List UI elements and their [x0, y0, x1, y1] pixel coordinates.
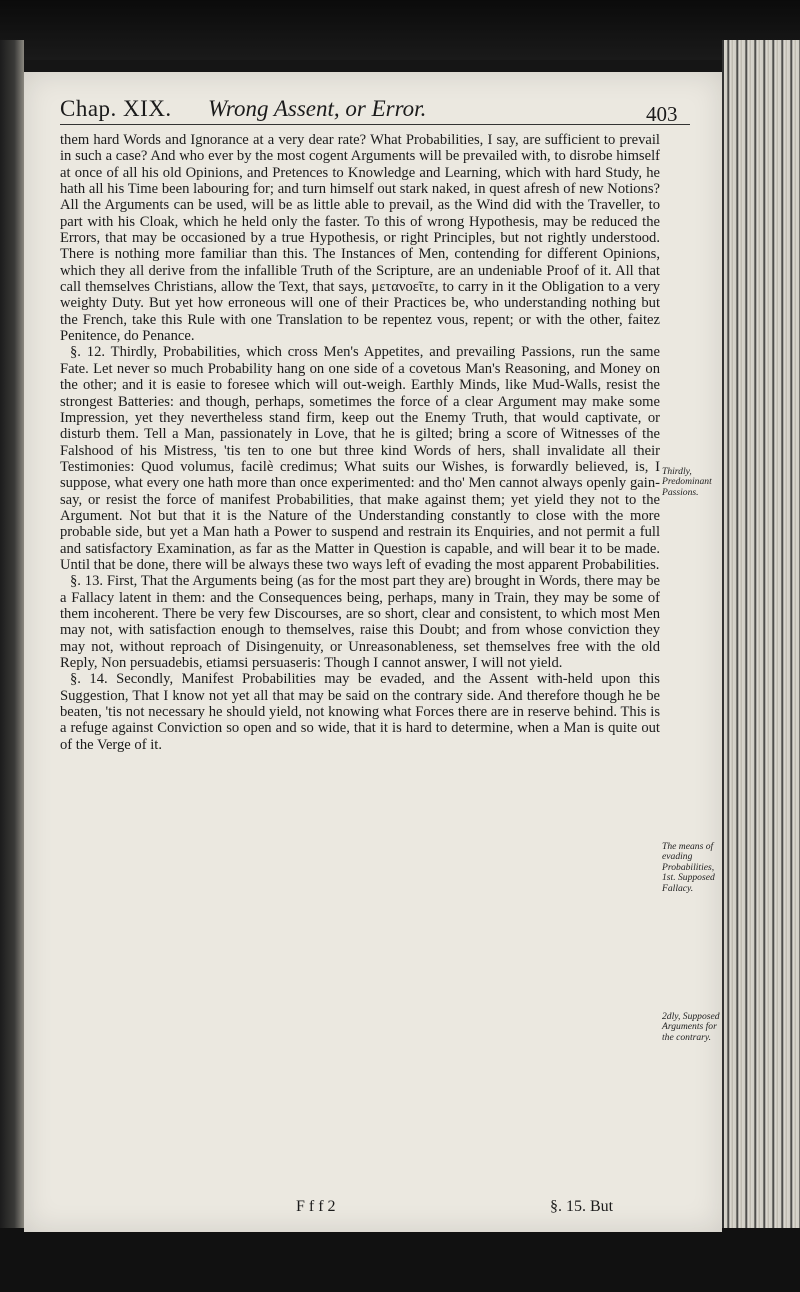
book-page: [24, 72, 722, 1232]
running-title: Wrong Assent, or Error.: [208, 96, 427, 121]
section-12: §. 12. Thirdly, Probabilities, which cross Men's Appetites, and prevailing Passions, run the same Fate. Let never so much Probability hang on one side of a covetous Man's Reasoning, and Money on the other; and it is easie to foresee which will out-weigh. Earthly Minds, like Mud-Walls, resist the strongest Batteries: and though, perhaps, sometimes the force of a clear Argument may make some Impression, yet they nevertheless stand firm, keep out the Enemy Truth, that would captivate, or disturb them. Tell a Man, passionately in Love, that he is gilted; bring a score of Witnesses of the Falshood of his Mistress, 'tis ten to one but three kind Words of hers, shall invalidate all their Testimonies: Quod volumus, facilè credimus; What suits our Wishes, is forwardly believed, is, I suppose, what every one hath more than once experimented: and tho' Men cannot always openly gain-say, or resist the force of manifest Probabilities, that make against them; yet yield they not to the Argument. Not but that it is the Nature of the Understanding constantly to close with the more probable side, but yet a Man hath a Power to suspend and restrain its Enquiries, and not permit a full and satisfactory Examination, as far as the Matter in Question is capable, and will bear it to be made. Until that be done, there will be always these two ways left of evading the most apparent Probabilities.: [60, 344, 660, 573]
chapter-label: Chap. XIX.: [60, 96, 172, 121]
margin-note-contrary: 2dly, Supposed Arguments for the contrary.: [662, 1011, 720, 1043]
section-13: §. 13. First, That the Arguments being (as for the most part they are) brought in Words, there may be a Fallacy latent in them: and the Consequences being, perhaps, many in Train, they may be some of them incoherent. There be very few Discourses, are so short, clear and consistent, to which most Men may not, with satisfaction enough to themselves, raise this Doubt; and from whose conviction they may not, without reproach of Disingenuity, or Unreasonableness, set themselves free with the old Reply, Non persuadebis, etiamsi persuaseris: Though I cannot answer, I will not yield.: [60, 573, 660, 671]
header-rule: [60, 124, 690, 125]
page-edges: [722, 40, 800, 1240]
section-14: §. 14. Secondly, Manifest Probabilities may be evaded, and the Assent with-held upon this Suggestion, That I know not yet all that may be said on the contrary side. And therefore though he be beaten, 'tis not necessary he should yield, not knowing what Forces there are in reserve behind. This is a refuge against Conviction so open and so wide, that it is hard to determine, when a Man is quite out of the Verge of it.: [60, 671, 660, 753]
main-text: [60, 132, 660, 753]
signature-mark: F f f 2: [296, 1198, 336, 1215]
scan-background-bottom: [0, 1228, 800, 1292]
running-header: [60, 96, 690, 136]
margin-note-fallacy: The means of evading Probabilities, 1st. Supposed Fallacy.: [662, 841, 715, 894]
margin-note-passions: Thirdly, Predominant Passions.: [662, 466, 712, 498]
page-footer: [60, 1198, 690, 1222]
page-number: 403: [646, 102, 678, 126]
paragraph-continuation: them hard Words and Ignorance at a very dear rate? What Probabilities, I say, are sufficient to prevail in such a case? And who ever by the most cogent Arguments will be prevailed with, to disrobe himself at once of all his old Opinions, and Pretences to Knowledge and Learning, which with hard Study, he hath all his Time been labouring for; and turn himself out stark naked, in quest afresh of new Notions? All the Arguments can be used, will be as little able to prevail, as the Wind did with the Traveller, to part with his Cloak, which he held only the faster. To this of wrong Hypothesis, may be reduced the Errors, that may be occasioned by a true Hypothesis, or right Principles, but not rightly understood. There is nothing more familiar than this. The Instances of Men, contending for different Opinions, which they all derive from the infallible Truth of the Scripture, are an undeniable Proof of it. All that call themselves Christians, allow the Text, that says, μετανοεῖτε, to carry in it the Obligation to a very weighty Duty. But yet how erroneous will one of their Practices be, who understanding nothing but the French, take this Rule with one Translation to be repentez vous, repent; or with the other, faitez Penitence, do Penance.: [60, 132, 660, 345]
catchword: §. 15. But: [550, 1198, 614, 1215]
scan-background-top: [0, 0, 800, 60]
book-gutter: [0, 40, 24, 1240]
